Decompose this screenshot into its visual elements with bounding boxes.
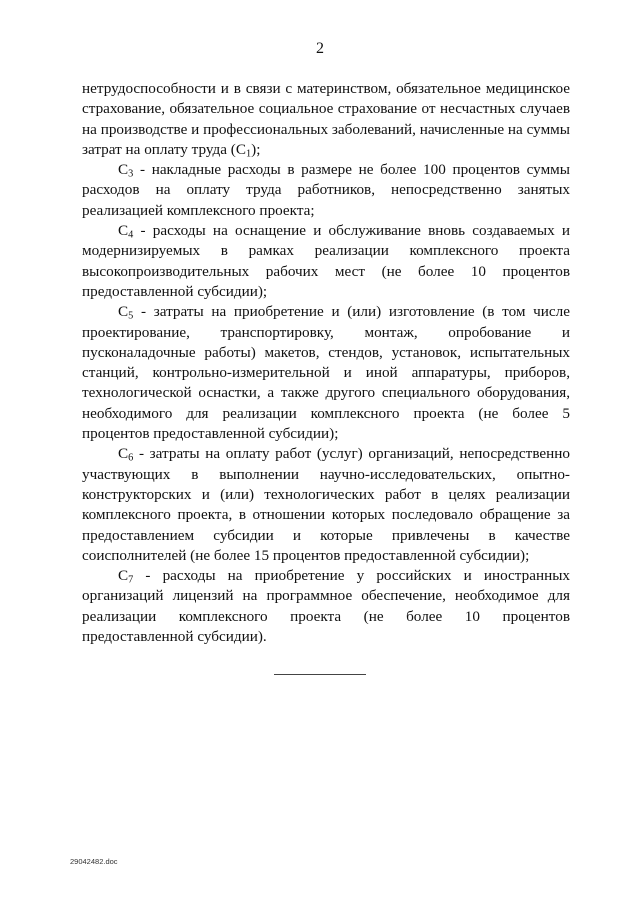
cost-symbol: С: [118, 161, 129, 179]
document-file-id: 29042482.doc: [70, 857, 118, 866]
subscript-index: 1: [246, 148, 252, 160]
paragraph-text: - накладные расходы в размере не более 100 процентов суммы расходов на оплату труда работников, непосредственно занятых реализацией комплексного проекта;: [82, 161, 570, 219]
end-separator-line: [274, 674, 366, 675]
paragraph-c4: [82, 221, 570, 302]
cost-symbol: С: [118, 445, 129, 463]
document-body: [82, 79, 570, 647]
paragraph-text: - расходы на оснащение и обслуживание вновь создаваемых и модернизируемых в рамках реализации комплексного проекта высокопроизводительных рабочих мест (не более 10 процентов предоставленной субсидии);: [82, 222, 570, 300]
paragraph-text: - затраты на оплату работ (услуг) организаций, непосредственно участвующих в выполнении научно-исследовательских, опытно-конструкторских и (или) технологических работ в целях реализации комплексного проекта, в отношении которых последовало обращение за предоставлением субсидии и которые привлечены в качестве соисполнителей (не более 15 процентов предоставленной субсидии);: [82, 445, 570, 564]
paragraph-text: нетрудоспособности и в связи с материнством, обязательное медицинское страхование, обязательное социальное страхование от несчастных случаев на производстве и профессиональных заболеваний, начисленные на суммы затрат на оплату труда (С: [82, 80, 570, 158]
paragraph-text: - расходы на приобретение у российских и иностранных организаций лицензий на программное обеспечение, необходимое для реализации комплексного проекта (не более 10 процентов предоставленной субсидии).: [82, 567, 570, 646]
cost-symbol: С: [118, 303, 129, 321]
subscript-index: 6: [128, 452, 134, 464]
subscript-index: 3: [128, 168, 134, 180]
paragraph-c6: [82, 444, 570, 566]
paragraph-text: - затраты на приобретение и (или) изготовление (в том числе проектирование, транспортировку, монтаж, опробование и пусконаладочные работы) макетов, стендов, установок, испытательных станций, контрольно-измерительной и иной аппаратуры, приборов, технологической оснастки, а также другого специального оборудования, необходимого для реализации комплексного проекта (не более 5 процентов предоставленной субсидии);: [82, 303, 570, 443]
paragraph-c3: [82, 160, 570, 221]
subscript-index: 7: [128, 574, 134, 586]
subscript-index: 4: [128, 229, 134, 241]
paragraph-c1-continuation: [82, 79, 570, 160]
paragraph-tail: );: [251, 140, 261, 158]
paragraph-c5: [82, 302, 570, 444]
subscript-index: 5: [128, 310, 134, 322]
cost-symbol: С: [118, 567, 129, 585]
cost-symbol: С: [118, 222, 129, 240]
page-number: 2: [316, 40, 324, 57]
paragraph-c7: [82, 566, 570, 647]
